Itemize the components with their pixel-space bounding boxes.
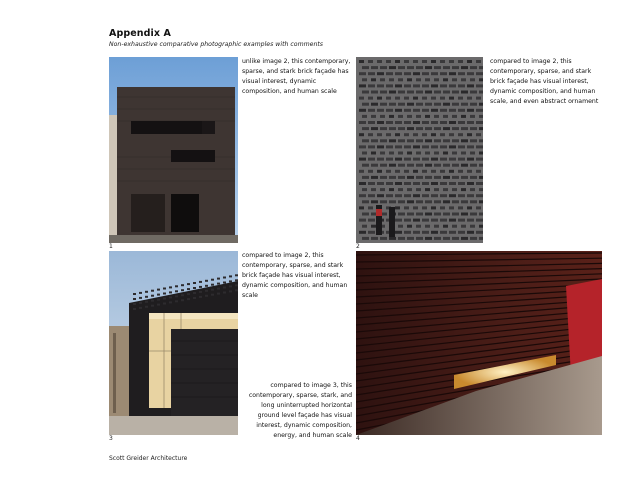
footer-credit: Scott Greider Architecture xyxy=(109,455,188,462)
photo-3-black-brick-building xyxy=(109,251,238,435)
figure-caption-2: compared to image 2, this contemporary, sparse, and stark brick façade has visual interest, dynamic composition, and human scale, and even abstract ornament xyxy=(490,58,599,105)
figure-number-4: 4 xyxy=(356,435,360,442)
figure-number-1: 1 xyxy=(109,243,113,250)
figure-caption-3: compared to image 2, this contemporary, sparse, and stark brick façade has visual interest, dynamic composition, and human scale xyxy=(242,252,348,299)
photo-2-perforated-brick-facade xyxy=(356,57,483,243)
figure-caption-1: unlike image 2, this contemporary, sparse, and stark brick façade has visual interest, dynamic composition, and human scale xyxy=(242,58,351,95)
page-subtitle: Non-exhaustive comparative photographic examples with comments xyxy=(109,41,324,48)
photo-1-brick-townhouse xyxy=(109,57,238,243)
figure-number-2: 2 xyxy=(356,243,360,250)
page-title: Appendix A xyxy=(109,28,172,39)
figure-number-3: 3 xyxy=(109,435,113,442)
photo-4-horizontal-brick-wall xyxy=(356,251,602,435)
figure-caption-4: compared to image 3, this contemporary, sparse, stark, and long uninterrupted horizontal ground level façade has visual interest, dynamic composition, energy, and human scale xyxy=(248,382,352,439)
